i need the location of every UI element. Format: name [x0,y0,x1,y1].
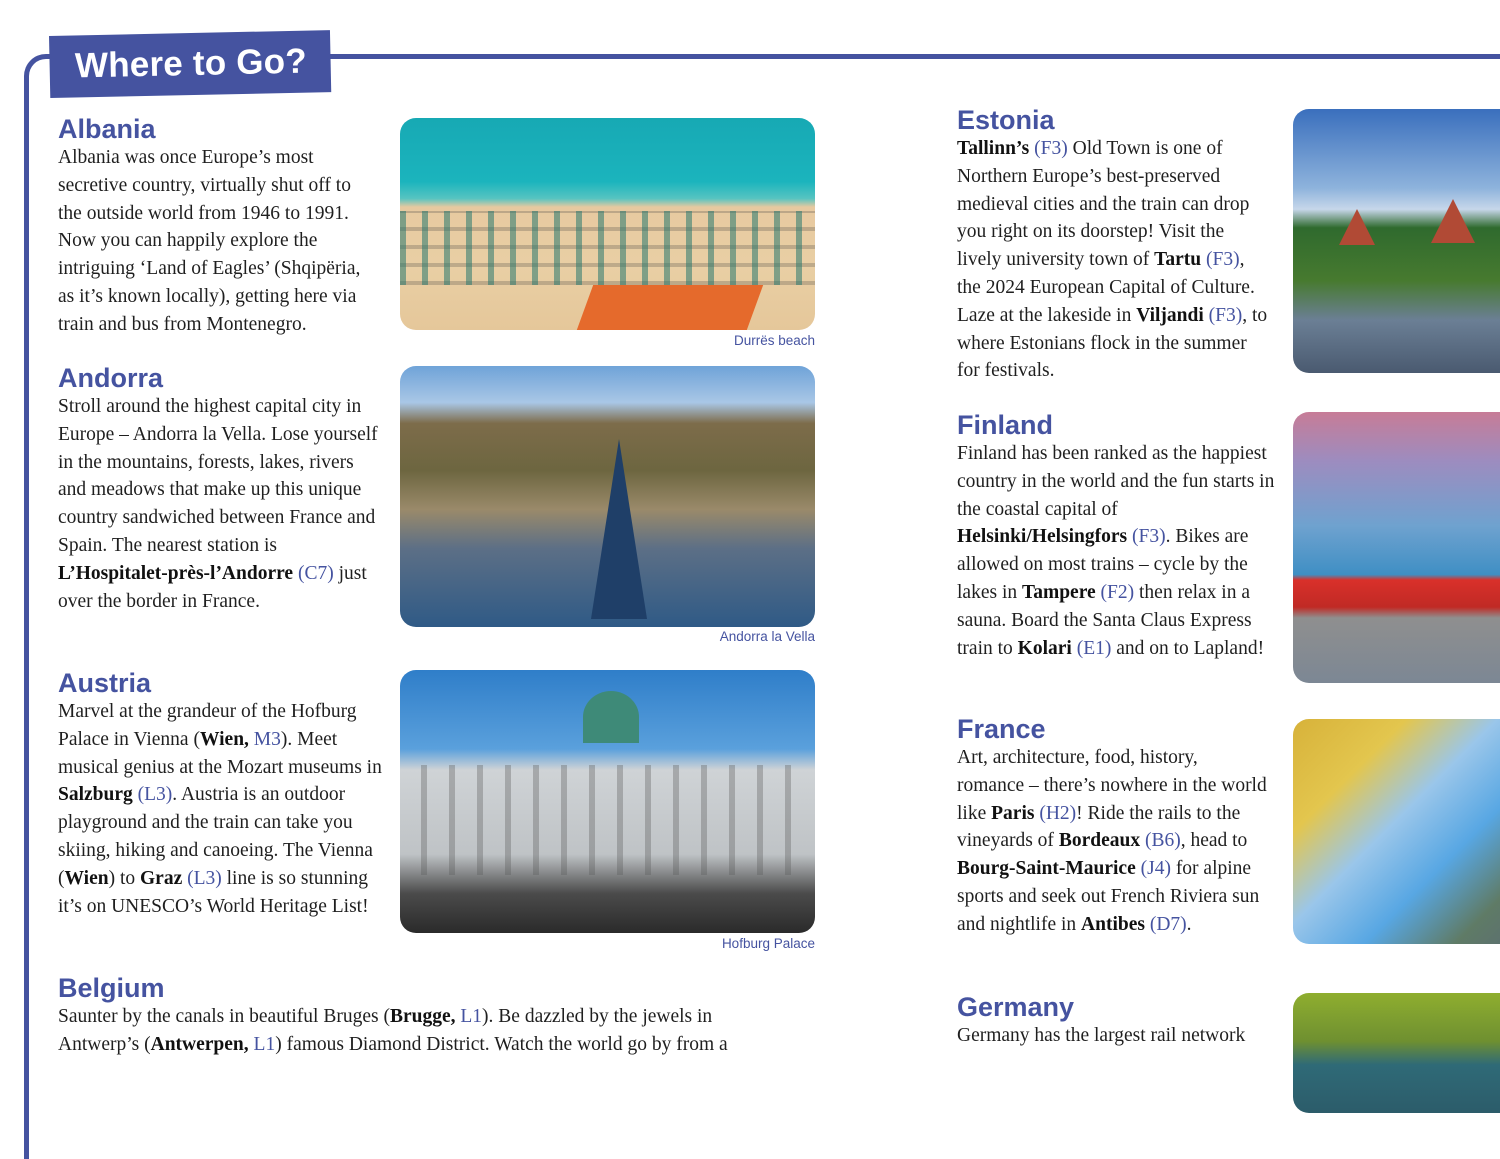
heading-andorra: Andorra [58,363,164,393]
map-ref: (J4) [1140,858,1171,880]
place-bourg-saint-maurice: Bourg-Saint-Maurice [957,858,1136,880]
section-finland [957,410,1277,662]
photo-helsinki-harbour [1293,412,1500,683]
heading-belgium: Belgium [58,973,165,1003]
map-ref: (F2) [1100,581,1135,603]
place-tampere: Tampere [1021,581,1096,603]
finland-body: Finland has been ranked as the happiest country in the world and the fun starts in the coastal capital of Helsinki/Helsingfors (F3). Bikes are allowed on most trains – cycle by the lakes in Tampere (F2) then relax in a sauna. Board the Santa Claus Express train to Kolari (E1) and on to Lapland! [957,443,1275,659]
map-ref: (H2) [1039,802,1077,824]
heading-france: France [957,714,1046,744]
germany-body: Germany has the largest rail network [957,1025,1246,1046]
place-antwerpen: Antwerpen, [150,1033,249,1055]
map-ref: (C7) [297,562,334,584]
map-ref: L1 [253,1033,276,1055]
section-estonia [957,105,1272,385]
france-body: Art, architecture, food, history, romance – there’s nowhere in the world like Paris (H2)! Ride the rails to the vineyards of Bordeaux (B6), head to Bourg-Saint-Maurice (J4) for alpine sports and seek out French Riviera sun and nightlife in Antibes (D7). [957,747,1267,935]
photo-paris-eiffel [1293,719,1500,944]
photo-andorra-la-vella [400,366,815,627]
map-ref: (F3) [1208,304,1243,326]
heading-finland: Finland [957,410,1053,440]
section-belgium [58,973,778,1059]
map-ref: (L3) [137,784,173,806]
map-ref: (F3) [1206,249,1240,271]
photo-hofburg-palace [400,670,815,933]
place-graz: Graz [140,867,183,889]
photo-tallinn [1293,109,1500,373]
section-austria [58,668,388,920]
place-lhospitalet: L’Hospitalet-près-l’Andorre [58,562,294,584]
belgium-body: Saunter by the canals in beautiful Bruges (Brugge, L1). Be dazzled by the jewels in Antwerp’s (Antwerpen, L1) famous Diamond District. Watch the world go by from a [58,1006,728,1055]
heading-austria: Austria [58,668,152,698]
place-antibes: Antibes [1081,913,1145,935]
andorra-body: Stroll around the highest capital city in Europe – Andorra la Vella. Lose yourself in the mountains, forests, lakes, rivers and meadows that make up this unique country sandwiched between France and Spain. The nearest station is L’Hospitalet-près-l’Andorre (C7) just over the border in France. [58,396,378,612]
place-viljandi: Viljandi [1136,304,1204,326]
map-ref: (B6) [1144,830,1181,852]
estonia-body: Tallinn’s (F3) Old Town is one of Northern Europe’s best-preserved medieval cities and the train can drop you right on its doorstep! Visit the lively university town of Tartu (F3), the 2024 European Capital of Culture. Laze at the lakeside in Viljandi (F3), to where Estonians flock in the summer for festivals. [957,138,1268,382]
map-ref: (F3) [1131,526,1166,548]
place-wien-2: Wien [64,867,109,889]
map-ref: L1 [460,1006,483,1027]
photo-durres-beach [400,118,815,330]
section-albania [58,114,378,339]
place-tartu: Tartu [1154,249,1202,271]
map-ref: M3 [253,728,281,750]
caption-andorra-la-vella: Andorra la Vella [719,629,815,644]
place-brugge: Brugge, [389,1006,456,1027]
albania-body: Albania was once Europe’s most secretive country, virtually shut off to the outside world from 1946 to 1991. Now you can happily explore the intriguing ‘Land of Eagles’ (Shqipëria, as it’s known locally), getting here via train and bus from Montenegro. [58,147,361,335]
map-ref: (F3) [1034,138,1068,159]
section-germany [957,992,1277,1050]
place-paris: Paris [991,802,1035,824]
caption-hofburg-palace: Hofburg Palace [721,936,815,951]
place-tallinn: Tallinn’s [957,138,1030,159]
photo-germany [1293,993,1500,1113]
section-andorra [58,363,378,615]
place-wien: Wien, [199,728,249,750]
page-title: Where to Go? [74,41,308,86]
section-france [957,714,1267,939]
austria-body: Marvel at the grandeur of the Hofburg Palace in Vienna (Wien, M3). Meet musical genius at the Mozart museums in Salzburg (L3). Austria is an outdoor playground and the train can take you skiing, hiking and canoeing. The Vienna (Wien) to Graz (L3) line is so stunning it’s on UNESCO’s World Heritage List! [58,701,382,917]
heading-germany: Germany [957,992,1075,1022]
place-salzburg: Salzburg [58,784,133,806]
heading-estonia: Estonia [957,105,1055,135]
place-helsinki: Helsinki/Helsingfors [957,526,1128,548]
map-ref: (L3) [187,867,222,889]
caption-durres-beach: Durrës beach [733,333,815,348]
heading-albania: Albania [58,114,156,144]
map-ref: (D7) [1149,913,1187,935]
map-ref: (E1) [1076,637,1112,659]
place-bordeaux: Bordeaux [1058,830,1141,852]
place-kolari: Kolari [1017,637,1072,659]
